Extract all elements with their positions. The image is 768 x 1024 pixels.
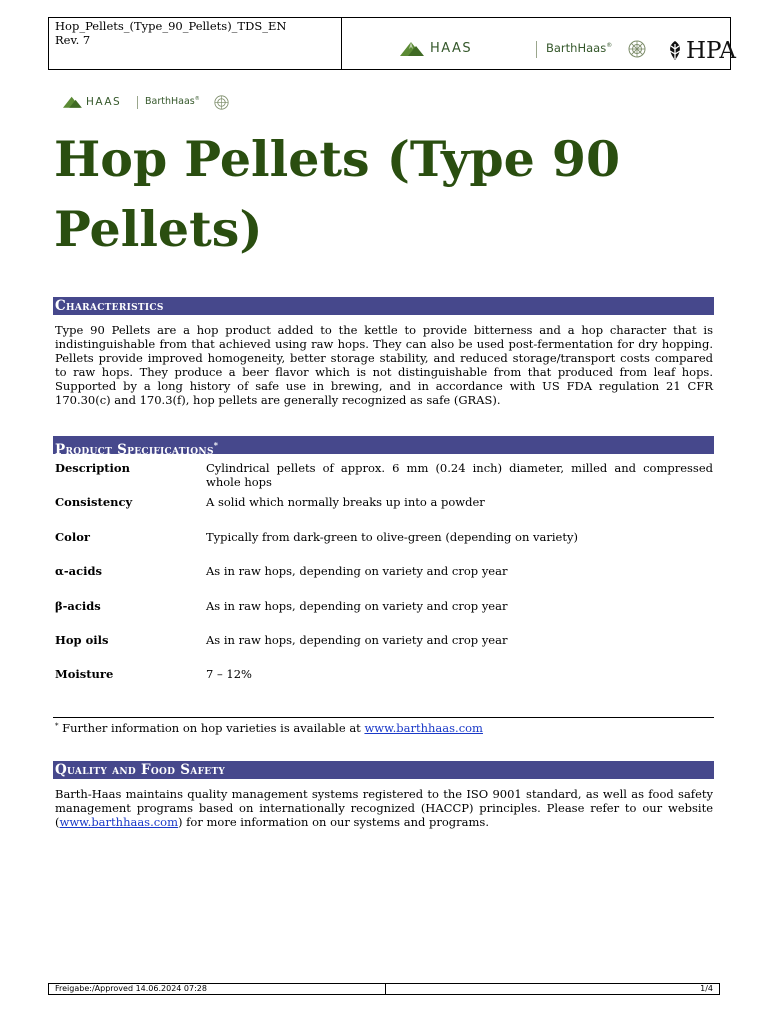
spec-value-color: Typically from dark-green to olive-green (depending on variety) <box>206 530 578 544</box>
page-title: Hop Pellets (Type 90 Pellets) <box>54 130 621 258</box>
haas-wordmark: HAAS <box>430 40 473 56</box>
footnote <box>55 719 483 735</box>
spec-label-color: Color <box>55 530 90 544</box>
header-doc-info <box>49 18 342 69</box>
spec-label-hop-oils: Hop oils <box>55 633 109 647</box>
spec-value-alpha-acids: As in raw hops, depending on variety and crop year <box>206 564 508 578</box>
spec-label-description: Description <box>55 461 130 475</box>
section-heading-specifications <box>53 436 714 458</box>
characteristics-heading-text: Characteristics <box>55 298 164 314</box>
footer-approved: Freigabe:/Approved 14.06.2024 07:28 <box>49 984 386 994</box>
spec-label-alpha-acids: α-acids <box>55 564 102 578</box>
footer-page-number: 1/4 <box>700 984 713 993</box>
specifications-heading-mark: * <box>213 440 219 450</box>
spec-value-moisture: 7 – 12% <box>206 667 252 681</box>
footnote-divider <box>53 717 714 718</box>
doc-id: Hop_Pellets_(Type_90_Pellets)_TDS_EN <box>55 19 287 33</box>
sub-haas-mountain-icon <box>63 95 85 108</box>
section-heading-characteristics <box>53 297 714 315</box>
spec-value-consistency: A solid which normally breaks up into a powder <box>206 495 485 509</box>
document-footer <box>48 983 720 995</box>
quality-heading-text: Quality and Food Safety <box>55 762 226 778</box>
registered-mark: ® <box>606 41 613 49</box>
quality-text-after: ) for more information on our systems and programs. <box>178 815 489 829</box>
spec-label-beta-acids: β-acids <box>55 599 101 613</box>
hop-cone-icon <box>628 40 646 58</box>
spec-label-moisture: Moisture <box>55 667 114 681</box>
hpa-leaf-icon <box>666 40 684 62</box>
footnote-link[interactable]: www.barthhaas.com <box>364 721 483 735</box>
sub-barthhaas-wordmark: BarthHaas <box>145 96 195 107</box>
haas-logo <box>400 40 472 56</box>
spec-label-consistency: Consistency <box>55 495 133 509</box>
sub-haas-logo <box>63 95 121 108</box>
sub-hop-cone-icon <box>214 95 229 110</box>
quality-website-link[interactable]: www.barthhaas.com <box>59 815 179 829</box>
footnote-mark: * <box>55 722 59 730</box>
hpa-wordmark: HPA <box>686 38 737 64</box>
barthhaas-wordmark: BarthHaas <box>546 41 607 55</box>
sub-haas-wordmark: HAAS <box>86 95 122 108</box>
sub-logo-separator <box>137 96 138 109</box>
section-heading-quality <box>53 761 714 779</box>
quality-text-before: Barth-Haas maintains quality management systems registered to the ISO 9001 standard, as well as food safety management programs based on internationally recognized (HACCP) principles. Please refer to our website ( <box>55 787 713 829</box>
document-header <box>48 17 737 70</box>
footnote-text: Further information on hop varieties is available at <box>58 721 365 735</box>
logo-separator <box>536 41 537 58</box>
barthhaas-logo <box>546 41 612 55</box>
characteristics-text: Type 90 Pellets are a hop product added to the kettle to provide bitterness and a hop character that is indistinguishable from that achieved using raw hops. They can also be used post-fermentation for dry hopping. Pellets provide improved homogeneity, better storage stability, and reduced storage/transport costs compared to raw hops. They produce a beer flavor which is not distinguishable from that produced from leaf hops. Supported by a long history of safe use in brewing, and in accordance with US FDA regulation 21 CFR 170.30(c) and 170.3(f), hop pellets are generally recognized as safe (GRAS). <box>55 323 713 407</box>
specifications-heading-text: Product Specifications <box>55 442 214 458</box>
spec-value-description: Cylindrical pellets of approx. 6 mm (0.24 inch) diameter, milled and compressed whole hops <box>206 461 713 489</box>
sub-registered-mark: ® <box>194 96 200 102</box>
spec-value-beta-acids: As in raw hops, depending on variety and crop year <box>206 599 508 613</box>
haas-mountain-icon <box>400 40 428 56</box>
header-logos <box>342 18 737 69</box>
sub-barthhaas-logo <box>145 96 200 107</box>
spec-value-hop-oils: As in raw hops, depending on variety and crop year <box>206 633 508 647</box>
quality-text <box>55 787 713 829</box>
doc-revision: Rev. 7 <box>55 33 91 47</box>
